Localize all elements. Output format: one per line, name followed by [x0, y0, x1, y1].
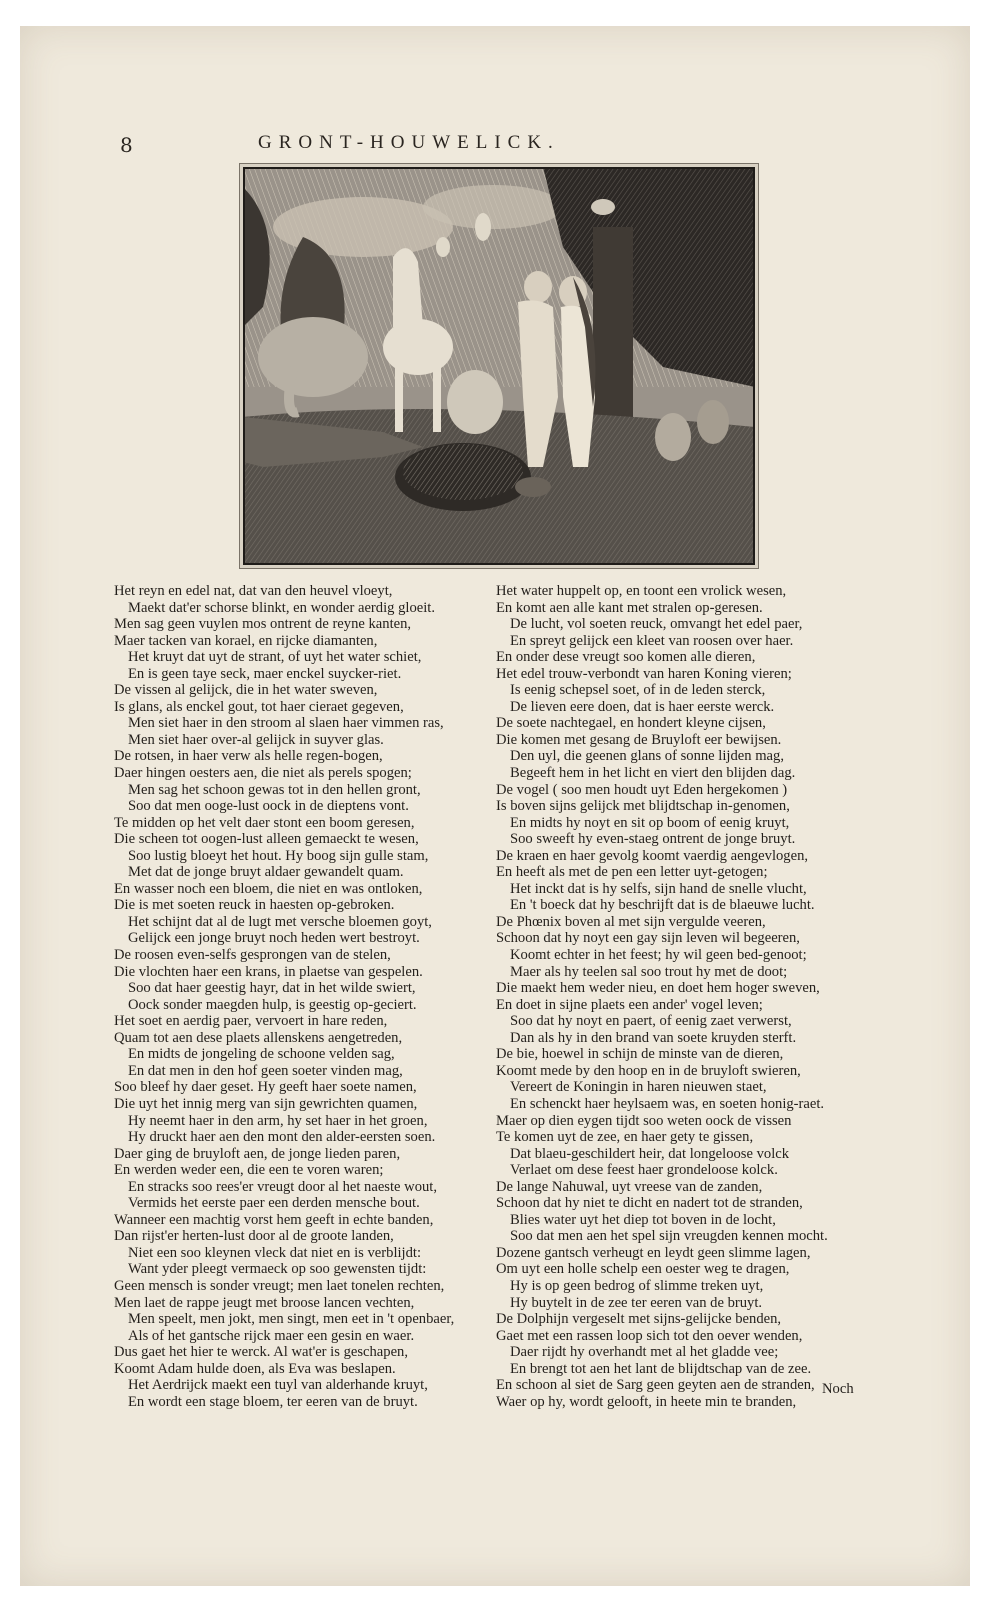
- poem-line: En onder dese vreugt soo komen alle dieren,: [496, 649, 756, 666]
- poem-line: Dan rijst'er herten-lust door al de groote landen,: [114, 1228, 394, 1245]
- poem-line: En komt aen alle kant met stralen op-geresen.: [496, 599, 763, 616]
- poem-line: Men speelt, men jokt, men singt, men eet in 't openbaer,: [128, 1311, 455, 1328]
- poem-line: Soo dat haer geestig hayr, dat in het wilde swiert,: [128, 980, 416, 997]
- poem-line: Dat blaeu-geschildert heir, dat longeloose volck: [510, 1145, 790, 1162]
- poem-line: Hy buytelt in de zee ter eeren van de bruyt.: [510, 1294, 763, 1311]
- poem-line: En midts hy noyt en sit op boom of eenig kruyt,: [510, 814, 790, 831]
- poem-line: De rotsen, in haer verw als helle regen-bogen,: [114, 748, 383, 765]
- poem-line: En 't boeck dat hy beschrijft dat is de blaeuwe lucht.: [510, 897, 815, 914]
- poem-line: Begeeft hem in het licht en viert den blijden dag.: [510, 765, 796, 782]
- poem-line: Maer op dien eygen tijdt soo weten oock de vissen: [496, 1112, 792, 1129]
- poem-line: En schenckt haer heylsaem was, en soeten honig-raet.: [510, 1095, 825, 1112]
- poem-line: Die vlochten haer een krans, in plaetse van gespelen.: [114, 963, 423, 980]
- poem-line: Het edel trouw-verbondt van haren Koning vieren;: [496, 665, 792, 682]
- poem-line: De Phœnix boven al met sijn vergulde veeren,: [496, 913, 766, 930]
- poem-line: Dan als hy in den brand van soete kruyden sterft.: [510, 1029, 797, 1046]
- poem-line: Schoon dat hy niet te dicht en nadert tot de stranden,: [496, 1195, 803, 1212]
- poem-line: Te komen uyt de zee, en haer gety te gissen,: [496, 1129, 754, 1146]
- poem-line: En wasser noch een bloem, die niet en was ontloken,: [114, 880, 423, 897]
- poem-line: Om uyt een holle schelp een oester weg te dragen,: [496, 1261, 790, 1278]
- engraving-illustration: [240, 164, 758, 568]
- poem-line: Hy is op geen bedrog of slimme treken uyt,: [510, 1277, 764, 1294]
- poem-line: Soo sweeft hy even-staeg ontrent de jonge bruyt.: [510, 831, 796, 848]
- poem-line: De lucht, vol soeten reuck, omvangt het edel paer,: [510, 616, 803, 633]
- poem-line: Maer als hy teelen sal soo trout hy met de doot;: [510, 963, 788, 980]
- poem-line: Met dat de jonge bruyt aldaer gewandelt quam.: [128, 864, 404, 881]
- poem-line: Soo dat men ooge-lust oock in de dieptens vont.: [128, 798, 409, 815]
- poem-line: Is glans, als enckel gout, tot haer cieraet gegeven,: [114, 698, 404, 715]
- poem-line: De vissen al gelijck, die in het water sweven,: [114, 682, 378, 699]
- poem-line: Het water huppelt op, en toont een vrolick wesen,: [496, 583, 787, 599]
- poem-line: En doet in sijne plaets een ander' vogel leven;: [496, 996, 763, 1013]
- poem-line: Daer hingen oesters aen, die niet als perels spogen;: [114, 765, 412, 782]
- poem-line: Die scheen tot oogen-lust alleen gemaeckt te wesen,: [114, 831, 419, 848]
- page-number: 8: [120, 133, 133, 157]
- catchword: Noch: [822, 1381, 854, 1397]
- poem-line: Daer rijdt hy overhandt met al het gladde vee;: [510, 1344, 779, 1361]
- poem-line: Men laet de rappe jeugt met broose lancen vechten,: [114, 1294, 415, 1311]
- poem-line: Dus gaet het hier te werck. Al wat'er is geschapen,: [114, 1344, 408, 1361]
- poem-line: Koomt Adam hulde doen, als Eva was beslapen.: [114, 1360, 396, 1377]
- poem-line: Maer tacken van korael, en rijcke diamanten,: [114, 632, 378, 649]
- running-title: GRONT-HOUWELICK.: [258, 132, 560, 153]
- poem-line: Dozene gantsch verheugt en leydt geen slimme lagen,: [496, 1244, 811, 1261]
- poem-line: Den uyl, die geenen glans of sonne lijden mag,: [510, 748, 784, 765]
- poem-line: Is eenig schepsel soet, of in de leden sterck,: [510, 682, 766, 699]
- poem-line: En werden weder een, die een te voren waren;: [114, 1162, 384, 1179]
- poem-line: Gelijck een jonge bruyt noch heden wert bestroyt.: [128, 930, 420, 947]
- poem-line: Vermids het eerste paer een derden mensche bout.: [128, 1195, 420, 1212]
- poem-line: Die is met soeten reuck in haesten op-gebroken.: [114, 897, 395, 914]
- poem-line: En wordt een stage bloem, ter eeren van de bruyt.: [128, 1393, 418, 1410]
- engraving-scene-image: [243, 167, 755, 565]
- poem-line: En brengt tot aen het lant de blijdtschap van de zee.: [510, 1360, 812, 1377]
- poem-line: Want yder pleegt vermaeck op soo gewensten tijdt:: [128, 1261, 427, 1278]
- poem-line: De vogel ( soo men houdt uyt Eden hergekomen ): [496, 781, 788, 798]
- poem-line: Maekt dat'er schorse blinkt, en wonder aerdig gloeit.: [128, 599, 435, 616]
- poem-line: Hy druckt haer aen den mont den alder-eersten soen.: [128, 1129, 436, 1146]
- poem-line: Het reyn en edel nat, dat van den heuvel vloeyt,: [114, 583, 393, 599]
- poem-line: Het inckt dat is hy selfs, sijn hand de snelle vlucht,: [510, 880, 807, 897]
- poem-line: Die uyt het innig merg van sijn gewrichten quamen,: [114, 1095, 418, 1112]
- poem-line: Het Aerdrijck maekt een tuyl van alderhande kruyt,: [128, 1377, 428, 1394]
- poem-line: Men sag geen vuylen mos ontrent de reyne kanten,: [114, 616, 412, 633]
- poem-line: Hy neemt haer in den arm, hy set haer in het groen,: [128, 1112, 428, 1129]
- poem-line: Wanneer een machtig vorst hem geeft in echte banden,: [114, 1211, 434, 1228]
- poem-line: Geen mensch is sonder vreugt; men laet tonelen rechten,: [114, 1277, 445, 1294]
- poem-line: En dat men in den hof geen soeter vinden mag,: [128, 1062, 403, 1079]
- poem-line: Vereert de Koningin in haren nieuwen staet,: [510, 1079, 767, 1096]
- poem-line: Men sag het schoon gewas tot in den hellen gront,: [128, 781, 421, 798]
- poem-line: En is geen taye seck, maer enckel suycker-riet.: [128, 665, 402, 682]
- poem-line: De lange Nahuwal, uyt vreese van de zanden,: [496, 1178, 763, 1195]
- poem-line: En schoon al siet de Sarg geen geyten aen de stranden,: [496, 1377, 815, 1394]
- poem-line: Het kruyt dat uyt de strant, of uyt het water schiet,: [128, 649, 422, 666]
- poem-line: En stracks soo rees'er vreugt door al het naeste wout,: [128, 1178, 437, 1195]
- poem-line: De bie, hoewel in schijn de minste van de dieren,: [496, 1046, 784, 1063]
- poem-line: En midts de jongeling de schoone velden sag,: [128, 1046, 395, 1063]
- poem-line: Soo dat hy noyt en paert, of eenig zaet verwerst,: [510, 1013, 792, 1030]
- poem-line: Schoon dat hy noyt een gay sijn leven wil begeeren,: [496, 930, 800, 947]
- poem-line: Soo lustig bloeyt het hout. Hy boog sijn gulle stam,: [128, 847, 429, 864]
- poem-line: Men siet haer in den stroom al slaen haer vimmen ras,: [128, 715, 444, 732]
- poem-line: Soo bleef hy daer geset. Hy geeft haer soete namen,: [114, 1079, 417, 1096]
- poem-line: Die maekt hem weder nieu, en doet hem hoger sweven,: [496, 980, 820, 997]
- poem-column-left: [114, 583, 494, 1410]
- poem-line: En heeft als met de pen een letter uyt-getogen;: [496, 864, 768, 881]
- poem-line: De soete nachtegael, en hondert kleyne cijsen,: [496, 715, 766, 732]
- poem-line: Oock sonder maegden hulp, is geestig op-geciert.: [128, 996, 417, 1013]
- poem-line: Die komen met gesang de Bruyloft eer bewijsen.: [496, 731, 782, 748]
- poem-line: De lieven eere doen, dat is haer eerste werck.: [510, 698, 775, 715]
- poem-line: Men siet haer over-al gelijck in suyver glas.: [128, 731, 384, 748]
- poem-line: Het schijnt dat al de lugt met versche bloemen goyt,: [128, 913, 432, 930]
- poem-line: De Dolphijn vergeselt met sijns-gelijcke benden,: [496, 1311, 782, 1328]
- poem-line: Verlaet om dese feest haer grondeloose kolck.: [510, 1162, 778, 1179]
- poem-line: Niet een soo kleynen vleck dat niet en is verblijdt:: [128, 1244, 422, 1261]
- poem-line: De kraen en haer gevolg koomt vaerdig aengevlogen,: [496, 847, 809, 864]
- poem-line: Quam tot aen dese plaets allenskens aengetreden,: [114, 1029, 403, 1046]
- poem-line: Daer ging de bruyloft aen, de jonge lieden paren,: [114, 1145, 401, 1162]
- poem-line: Blies water uyt het diep tot boven in de locht,: [510, 1211, 776, 1228]
- poem-line: Is boven sijns gelijck met blijdtschap in-genomen,: [496, 798, 790, 815]
- poem-line: Koomt mede by den hoop en in de bruyloft swieren,: [496, 1062, 801, 1079]
- poem-line: Het soet en aerdig paer, vervoert in hare reden,: [114, 1013, 388, 1030]
- poem-line: En spreyt gelijck een kleet van roosen over haer.: [510, 632, 794, 649]
- poem-line: Als of het gantsche rijck maer een gesin en waer.: [128, 1327, 415, 1344]
- poem-line: Koomt echter in het feest; hy wil geen bed-genoot;: [510, 947, 807, 964]
- poem-line: Gaet met een rassen loop sich tot den oever wenden,: [496, 1327, 803, 1344]
- poem-line: Te midden op het velt daer stont een boom geresen,: [114, 814, 415, 831]
- poem-line: De roosen even-selfs gesprongen van de stelen,: [114, 947, 391, 964]
- poem-line: Soo dat men aen het spel sijn vreugden kennen mocht.: [510, 1228, 828, 1245]
- poem-column-right: [496, 583, 876, 1410]
- poem-line: Waer op hy, wordt gelooft, in heete min te branden,: [496, 1393, 797, 1410]
